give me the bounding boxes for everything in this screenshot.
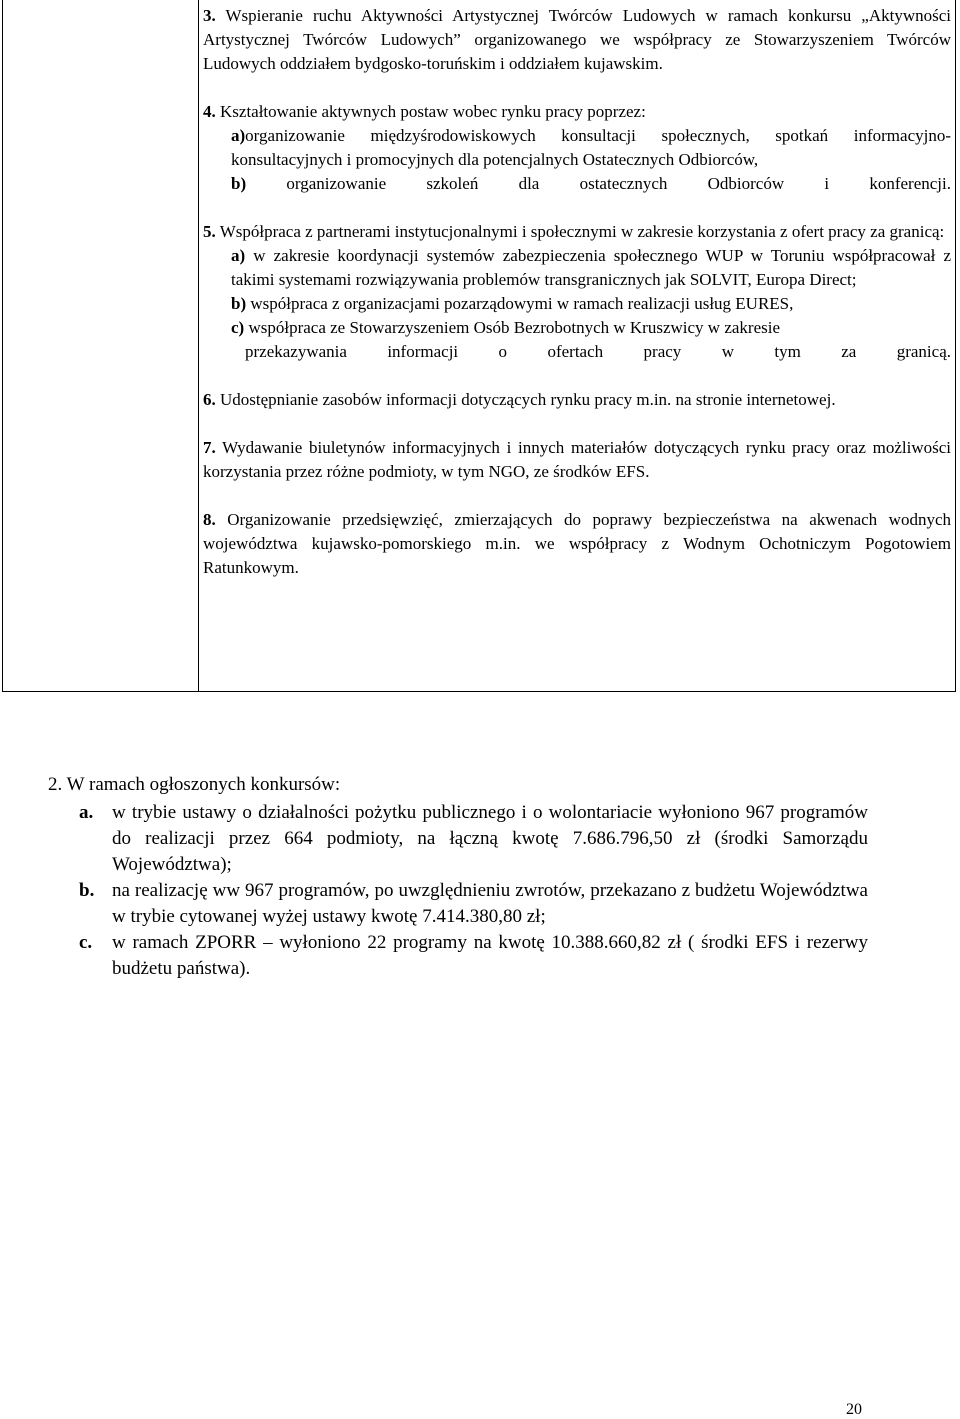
paragraph-5 [203, 220, 951, 244]
competition-item-a-text: w trybie ustawy o działalności pożytku publicznego i o wolontariacie wyłoniono 967 programów do realizacji przez 664 podmioty, na łączną kwotę 7.686.796,50 zł (środki Samorządu Województwa); [112, 802, 868, 875]
paragraph-3 [203, 4, 951, 76]
paragraph-3-text: Wspieranie ruchu Aktywności Artystycznej Twórców Ludowych w ramach konkursu „Aktywności Artystycznej Twórców Ludowych” organizowanego we współpracy ze Stowarzyszeniem Twórców Ludowych oddziałem bydgosko-toruńskim i oddziałem kujawskim. [203, 6, 951, 73]
paragraph-5-text: Współpraca z partnerami instytucjonalnymi i społecznymi w zakresie korzystania z ofert pracy za granicą: [215, 222, 945, 241]
paragraph-5-number: 5. [203, 222, 216, 241]
competition-item-c [48, 930, 868, 982]
paragraph-5-item-c-label: c) [231, 318, 245, 337]
paragraph-6-text: Udostępnianie zasobów informacji dotyczących rynku pracy m.in. na stronie internetowej. [215, 390, 836, 409]
paragraph-3-number: 3. [203, 6, 216, 25]
competition-item-c-label: c. [79, 932, 93, 953]
paragraph-4-item-b [203, 172, 951, 196]
competition-item-c-text: w ramach ZPORR – wyłoniono 22 programy na kwotę 10.388.660,82 zł ( środki EFS i rezerwy budżetu państwa). [112, 932, 868, 979]
paragraph-5-item-a-label: a) [231, 246, 246, 265]
paragraph-4-item-a [203, 124, 951, 172]
paragraph-5-item-a-text: w zakresie koordynacji systemów zabezpieczenia społecznego WUP w Toruniu współpracował z takimi systemami rozwiązywania problemów transgranicznych jak SOLVIT, Europa Direct; [231, 246, 951, 289]
paragraph-4-number: 4. [203, 102, 216, 121]
paragraph-6 [203, 388, 951, 412]
paragraph-7-number: 7. [203, 438, 216, 457]
paragraph-4-item-a-text: organizowanie międzyśrodowiskowych konsultacji społecznych, spotkań informacyjno-konsultacyjnych i promocyjnych dla potencjalnych Ostatecznych Odbiorców, [231, 126, 951, 169]
competitions-section [48, 772, 868, 982]
paragraph-7-text: Wydawanie biuletynów informacyjnych i innych materiałów dotyczących rynku pracy oraz możliwości korzystania przez różne podmioty, w tym NGO, ze środków EFS. [203, 438, 951, 481]
paragraph-5-item-a [203, 244, 951, 292]
paragraph-4-item-a-label: a) [231, 126, 246, 145]
paragraph-4-item-b-text: organizowanie szkoleń dla ostatecznych Odbiorców i konferencji. [246, 174, 951, 193]
competition-item-b-text: na realizację ww 967 programów, po uwzględnieniu zwrotów, przekazano z budżetu Województwa w trybie cytowanej wyżej ustawy kwotę 7.414.380,80 zł; [112, 880, 868, 927]
competition-item-b-label: b. [79, 880, 95, 901]
paragraph-5-item-b-label: b) [231, 294, 247, 313]
paragraph-4-text: Kształtowanie aktywnych postaw wobec rynku pracy poprzez: [215, 102, 646, 121]
paragraph-8-number: 8. [203, 510, 216, 529]
paragraph-7 [203, 436, 951, 484]
competition-item-a [48, 800, 868, 878]
paragraph-6-number: 6. [203, 390, 216, 409]
table-column-divider [198, 0, 199, 691]
paragraph-5-item-b-text: współpraca z organizacjami pozarządowymi w ramach realizacji usług EURES, [246, 294, 794, 313]
paragraph-4 [203, 100, 951, 124]
competition-item-a-label: a. [79, 802, 94, 823]
competitions-heading: 2. W ramach ogłoszonych konkursów: [48, 774, 341, 795]
page-number: 20 [846, 1401, 862, 1418]
paragraph-5-item-b [203, 292, 951, 316]
paragraph-8-text: Organizowanie przedsięwzięć, zmierzających do poprawy bezpieczeństwa na akwenach wodnych województwa kujawsko-pomorskiego m.in. we współpracy z Wodnym Ochotniczym Pogotowiem Ratunkowym. [203, 510, 951, 577]
paragraph-4-item-b-label: b) [231, 174, 247, 193]
competition-item-b [48, 878, 868, 930]
table-cell-activities [203, 4, 951, 580]
paragraph-5-item-c-continuation: przekazywania informacji o ofertach pracy w tym za granicą. [245, 342, 951, 361]
paragraph-8 [203, 508, 951, 580]
paragraph-5-item-c-text: współpraca ze Stowarzyszeniem Osób Bezrobotnych w Kruszwicy w zakresie [244, 318, 781, 337]
paragraph-5-item-c [203, 316, 951, 340]
